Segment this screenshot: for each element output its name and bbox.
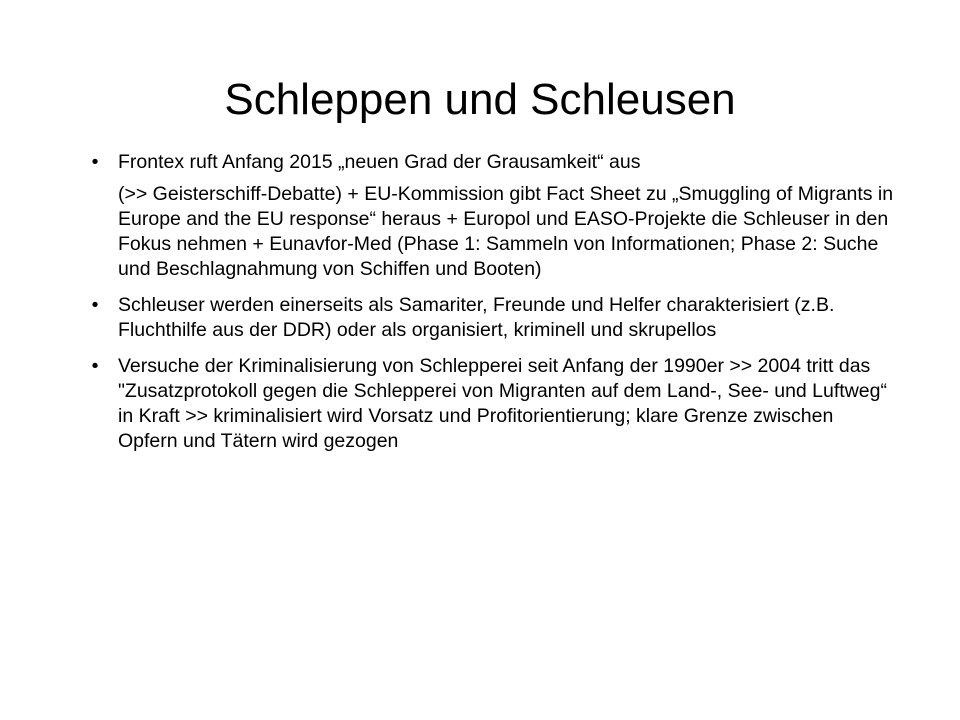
- bullet-text: Schleuser werden einerseits als Samariter, Freunde und Helfer charakterisiert (z.B. Fluchthilfe aus der DDR) oder als organisiert, kriminell und skrupellos: [118, 294, 835, 341]
- bullet-text: Versuche der Kriminalisierung von Schlepperei seit Anfang der 1990er >> 2004 tritt das "Zusatzprotokoll gegen die Schlepperei von Migranten auf dem Land-, See- und Luftweg“ in Kraft >> kriminalisiert wird Vorsatz und Profitorientierung; klare Grenze zwischen Opfern und Tätern wird gezogen: [118, 355, 887, 452]
- slide-title: Schleppen und Schleusen: [224, 75, 736, 124]
- bullet-text: Frontex ruft Anfang 2015 „neuen Grad der Grausamkeit“ aus: [118, 151, 641, 173]
- bullet-dot-icon: •: [91, 355, 99, 377]
- bullet-item-frontex: [91, 150, 898, 282]
- bullet-dot-icon: •: [91, 151, 99, 173]
- bullet-item-schleuser: [91, 293, 898, 343]
- bullet-dot-icon: •: [91, 294, 99, 316]
- bullet-list: [91, 150, 898, 465]
- bullet-continuation-text: (>> Geisterschiff-Debatte) + EU-Kommission gibt Fact Sheet zu „Smuggling of Migrants in Europe and the EU response“ heraus + Europol und EASO-Projekte die Schleuser in den Fokus nehmen + Eunavfor-Med (Phase 1: Sammeln von Informationen; Phase 2: Suche und Beschlagnahmung von Schiffen und Booten): [118, 183, 894, 280]
- bullet-item-kriminalisierung: [91, 354, 898, 454]
